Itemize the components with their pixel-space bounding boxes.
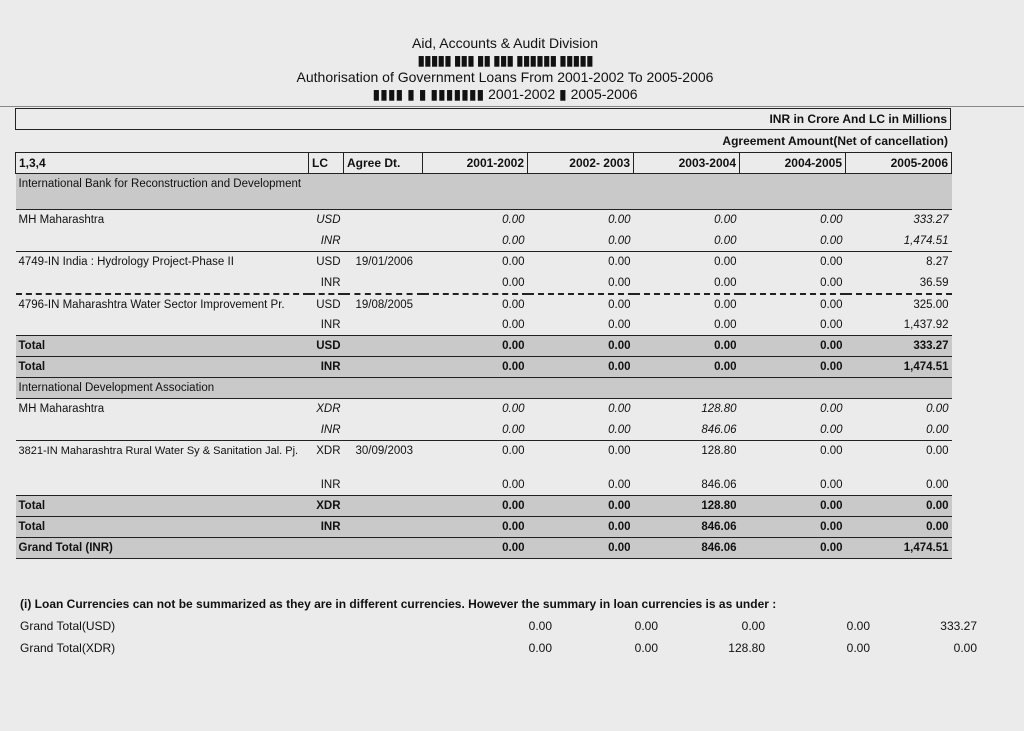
row-amount: 128.80 <box>634 441 740 475</box>
row-amount: 0.00 <box>502 318 525 331</box>
table-row <box>16 441 952 475</box>
row-amount: 0.00 <box>423 517 528 538</box>
row-amount: 0.00 <box>634 357 740 378</box>
row-amount: 0.00 <box>423 210 528 231</box>
table-row <box>16 252 952 273</box>
row-agree-date <box>344 538 423 559</box>
row-agree-date <box>344 315 423 336</box>
row-name: 3821-IN Maharashtra Rural Water Sy & Sanitation Jal. Pj. <box>16 441 309 475</box>
row-agree-date: 30/09/2003 <box>344 441 423 475</box>
row-amount: 0.00 <box>423 441 528 475</box>
row-amount: 1,474.51 <box>903 234 949 247</box>
row-agree-date <box>344 273 423 294</box>
footer-total-value: 0.00 <box>528 641 552 655</box>
row-amount: 0.00 <box>740 357 846 378</box>
row-amount: 128.80 <box>634 496 740 517</box>
row-amount: 0.00 <box>528 252 634 273</box>
footer-total-value: 0.00 <box>846 619 870 633</box>
row-lc: INR <box>320 318 341 331</box>
row-amount: 0.00 <box>740 210 846 231</box>
row-name <box>16 315 309 336</box>
table-row <box>16 475 952 496</box>
row-amount: 0.00 <box>608 478 631 491</box>
total-row <box>16 336 952 357</box>
total-row <box>16 538 952 559</box>
group-row <box>16 174 952 210</box>
row-name: 4749-IN India : Hydrology Project-Phase II <box>16 252 309 273</box>
row-amount: 846.06 <box>634 538 740 559</box>
row-lc: INR <box>320 276 341 289</box>
row-amount: 0.00 <box>846 399 952 420</box>
footer-total-value: 0.00 <box>953 641 977 655</box>
total-row <box>16 517 952 538</box>
row-agree-date <box>344 475 423 496</box>
row-amount: 0.00 <box>528 517 634 538</box>
row-amount: 0.00 <box>423 357 528 378</box>
row-amount: 0.00 <box>423 294 528 315</box>
row-amount: 0.00 <box>423 252 528 273</box>
row-agree-date <box>344 210 423 231</box>
row-name <box>16 420 309 441</box>
row-amount: 0.00 <box>820 234 843 247</box>
table-row <box>16 210 952 231</box>
row-amount: 0.00 <box>634 294 740 315</box>
row-name: Total <box>16 357 309 378</box>
row-name: MH Maharashtra <box>16 210 309 231</box>
col-header: 2001-2002 <box>423 153 528 174</box>
report-subtitle: Authorisation of Government Loans From 2001-2002 To 2005-2006 <box>296 69 714 85</box>
table-header-row <box>16 153 952 174</box>
row-lc: INR <box>320 478 341 491</box>
row-name <box>16 273 309 294</box>
row-lc: INR <box>320 423 341 436</box>
row-lc <box>309 538 344 559</box>
row-agree-date <box>344 357 423 378</box>
row-agree-date <box>344 336 423 357</box>
footer-total-value: 0.00 <box>634 619 658 633</box>
table-row <box>16 231 952 252</box>
row-amount: 0.00 <box>528 441 634 475</box>
row-agree-date <box>344 399 423 420</box>
col-header: 2002- 2003 <box>528 153 634 174</box>
row-amount: 0.00 <box>740 399 846 420</box>
row-amount: 846.06 <box>701 423 737 436</box>
row-name: Total <box>16 336 309 357</box>
row-amount: 0.00 <box>740 336 846 357</box>
col-header: 1,3,4 <box>16 153 309 174</box>
row-amount: 0.00 <box>528 496 634 517</box>
row-amount: 0.00 <box>740 252 846 273</box>
row-amount: 0.00 <box>502 276 525 289</box>
row-amount: 0.00 <box>740 517 846 538</box>
total-row <box>16 496 952 517</box>
row-agree-date <box>344 420 423 441</box>
group-name: International Development Association <box>16 378 952 399</box>
row-amount: 0.00 <box>714 234 737 247</box>
row-agree-date <box>344 231 423 252</box>
row-amount: 0.00 <box>714 318 737 331</box>
row-amount: 0.00 <box>926 478 949 491</box>
table-row <box>16 294 952 315</box>
row-lc: USD <box>309 294 344 315</box>
loans-table <box>15 152 952 559</box>
footer-total-value: 128.80 <box>728 641 765 655</box>
row-name <box>16 475 309 496</box>
row-amount: 0.00 <box>528 357 634 378</box>
row-lc: USD <box>309 252 344 273</box>
row-agree-date <box>344 517 423 538</box>
row-lc: USD <box>309 210 344 231</box>
footer-total-value: 0.00 <box>634 641 658 655</box>
footer-note: (i) Loan Currencies can not be summarized as they are in different currencies. However the summary in loan currencies is as under : <box>20 597 777 611</box>
table-row <box>16 420 952 441</box>
row-name: Total <box>16 517 309 538</box>
row-amount: 1,474.51 <box>846 357 952 378</box>
row-amount: 0.00 <box>820 318 843 331</box>
row-amount: 0.00 <box>528 399 634 420</box>
row-amount: 0.00 <box>528 336 634 357</box>
row-amount: 0.00 <box>846 517 952 538</box>
row-agree-date: 19/01/2006 <box>344 252 423 273</box>
row-amount: 0.00 <box>820 276 843 289</box>
row-lc: XDR <box>309 496 344 517</box>
row-amount: 0.00 <box>634 210 740 231</box>
row-amount: 0.00 <box>820 423 843 436</box>
row-amount: 325.00 <box>846 294 952 315</box>
row-lc: XDR <box>309 399 344 420</box>
report-title: Aid, Accounts & Audit Division <box>412 35 598 51</box>
row-amount: 0.00 <box>502 423 525 436</box>
row-amount: 0.00 <box>423 399 528 420</box>
row-lc: INR <box>309 517 344 538</box>
row-amount: 0.00 <box>714 276 737 289</box>
row-amount: 0.00 <box>740 441 846 475</box>
col-header: 2003-2004 <box>634 153 740 174</box>
units-caption: INR in Crore And LC in Millions <box>15 108 951 130</box>
row-amount: 8.27 <box>846 252 952 273</box>
row-amount: 333.27 <box>846 336 952 357</box>
group-row <box>16 378 952 399</box>
row-amount: 36.59 <box>919 276 949 289</box>
row-amount: 128.80 <box>634 399 740 420</box>
row-name <box>16 231 309 252</box>
row-amount: 0.00 <box>423 336 528 357</box>
row-amount: 0.00 <box>502 234 525 247</box>
footer-total-value: 0.00 <box>846 641 870 655</box>
row-lc: INR <box>320 234 341 247</box>
row-agree-date: 19/08/2005 <box>344 294 423 315</box>
row-amount: 0.00 <box>820 478 843 491</box>
row-amount: 0.00 <box>740 538 846 559</box>
row-lc: USD <box>309 336 344 357</box>
total-row <box>16 357 952 378</box>
col-header: 2005-2006 <box>846 153 952 174</box>
footer-total-label: Grand Total(XDR) <box>20 641 116 655</box>
row-amount: 0.00 <box>740 496 846 517</box>
row-amount: 0.00 <box>502 478 525 491</box>
col-header: Agree Dt. <box>344 153 423 174</box>
col-header: 2004-2005 <box>740 153 846 174</box>
row-amount: 333.27 <box>846 210 952 231</box>
row-amount: 0.00 <box>608 318 631 331</box>
row-amount: 0.00 <box>608 423 631 436</box>
row-amount: 1,474.51 <box>846 538 952 559</box>
row-amount: 0.00 <box>608 276 631 289</box>
row-amount: 0.00 <box>423 496 528 517</box>
row-amount: 0.00 <box>608 234 631 247</box>
row-amount: 0.00 <box>634 252 740 273</box>
row-lc: XDR <box>309 441 344 475</box>
table-row <box>16 315 952 336</box>
row-amount: 0.00 <box>740 294 846 315</box>
row-amount: 846.06 <box>634 517 740 538</box>
footer-total-value: 333.27 <box>940 619 977 633</box>
col-header: LC <box>309 153 344 174</box>
row-name: MH Maharashtra <box>16 399 309 420</box>
table-row <box>16 273 952 294</box>
row-amount: 0.00 <box>423 538 528 559</box>
table-row <box>16 399 952 420</box>
row-lc: INR <box>309 357 344 378</box>
footer-total-label: Grand Total(USD) <box>20 619 116 633</box>
row-agree-date <box>344 496 423 517</box>
group-name: International Bank for Reconstruction and Development <box>16 174 952 210</box>
row-amount: 0.00 <box>528 538 634 559</box>
row-amount: 0.00 <box>926 423 949 436</box>
report-title-hindi: ▮▮▮▮▮ ▮▮▮ ▮▮ ▮▮▮ ▮▮▮▮▮▮ ▮▮▮▮▮ <box>417 52 593 68</box>
row-name: Total <box>16 496 309 517</box>
row-amount: 0.00 <box>846 496 952 517</box>
report-subtitle-hindi: ▮▮▮▮ ▮ ▮ ▮▮▮▮▮▮▮ 2001-2002 ▮ 2005-2006 <box>372 86 638 102</box>
row-amount: 0.00 <box>846 441 952 475</box>
row-name: Grand Total (INR) <box>16 538 309 559</box>
amount-caption: Agreement Amount(Net of cancellation) <box>722 134 948 148</box>
footer-total-value: 0.00 <box>741 619 765 633</box>
footer-total-value: 0.00 <box>528 619 552 633</box>
row-amount: 0.00 <box>634 336 740 357</box>
row-amount: 846.06 <box>701 478 737 491</box>
row-name: 4796-IN Maharashtra Water Sector Improvement Pr. <box>16 294 309 315</box>
row-amount: 1,437.92 <box>903 318 949 331</box>
row-amount: 0.00 <box>528 210 634 231</box>
row-amount: 0.00 <box>528 294 634 315</box>
